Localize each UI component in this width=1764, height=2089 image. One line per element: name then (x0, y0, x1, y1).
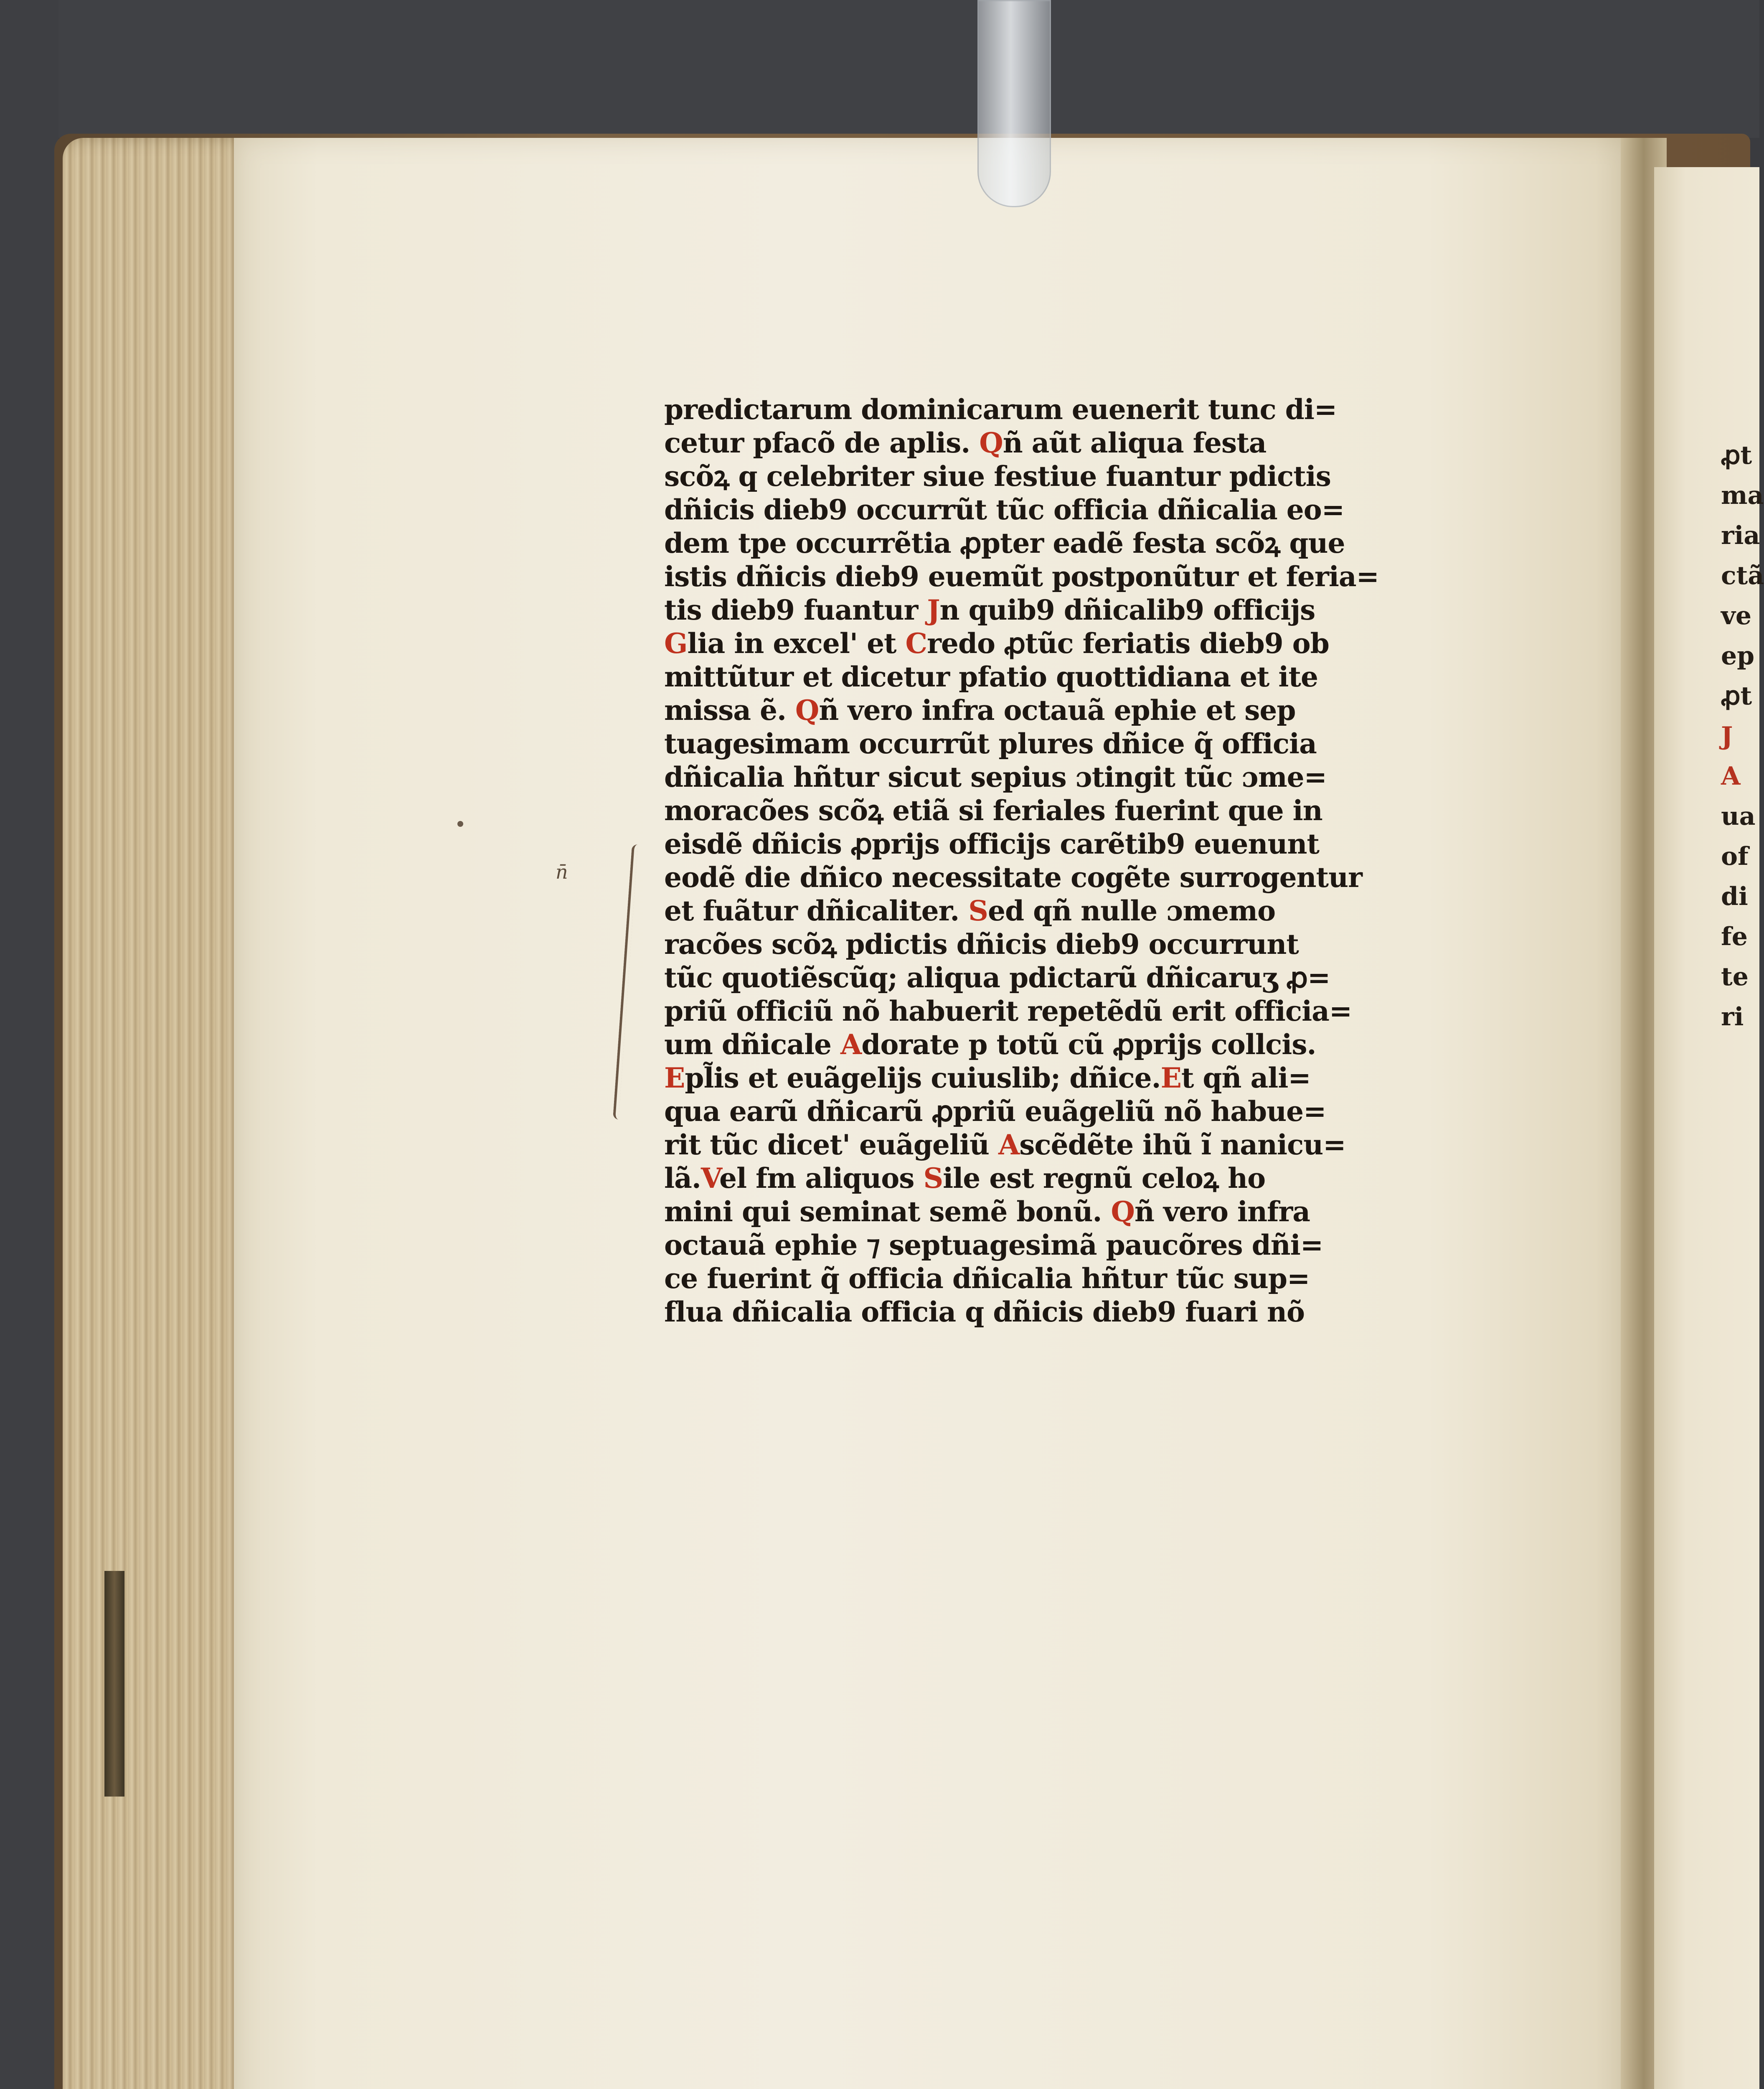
text-segment: cetur pfacõ de aplis. (664, 427, 980, 459)
text-line (664, 1295, 1479, 1329)
facing-page-fragment: ꝓt (1721, 441, 1752, 470)
text-segment: eodẽ die dñico necessitate cogẽte surrogentur (664, 861, 1362, 894)
text-segment: tuagesimam occurrũt plures dñice q̃ officia (664, 727, 1317, 760)
text-segment: scẽdẽte ihũ ĩ nanicu= (1019, 1128, 1346, 1161)
text-segment: ed qñ nulle ɔmemo (987, 895, 1276, 927)
text-segment: tũc quotiẽscũq; aliqua pdictarũ dñicaruʒ ꝓ= (664, 961, 1330, 994)
text-line (664, 994, 1479, 1028)
text-line (664, 460, 1479, 493)
facing-page-fragment: ri (1721, 1002, 1744, 1032)
facing-page-fragment: J (1721, 722, 1733, 751)
text-line (664, 1161, 1479, 1195)
rubricated-initial: E (1160, 1062, 1181, 1094)
text-line (664, 526, 1479, 560)
text-segment: dem tpe occurrẽtia ꝓpter eadẽ festa scõꝝ que (664, 527, 1345, 559)
text-line (664, 426, 1479, 460)
rubricated-initial: Q (979, 427, 1003, 459)
text-line (664, 1028, 1479, 1061)
background-left (0, 0, 58, 2089)
rubricated-initial: Q (795, 694, 819, 727)
marginal-note: n̄ (556, 861, 568, 883)
facing-page-fragment: ma (1721, 481, 1764, 510)
text-segment: et fuãtur dñicaliter. (664, 895, 969, 927)
page-clip-top (977, 0, 1051, 207)
text-segment: el fm aliquos (719, 1162, 924, 1194)
text-segment: qua earũ dñicarũ ꝓpriũ euãgeliũ nõ habue= (664, 1095, 1326, 1128)
text-line (664, 560, 1479, 593)
rubricated-initial: C (905, 627, 927, 660)
rubricated-initial: V (701, 1162, 719, 1194)
text-segment: tis dieb9 fuantur (664, 594, 927, 626)
rubricated-initial: S (923, 1162, 943, 1194)
text-line (664, 593, 1479, 627)
rubricated-initial: G (664, 627, 688, 660)
text-line (664, 1061, 1479, 1095)
text-line (664, 493, 1479, 526)
text-segment: dñicalia hñtur sicut sepius ɔtingit tũc ɔme= (664, 761, 1327, 793)
text-segment: ñ aũt aliqua festa (1003, 427, 1267, 459)
rubricated-initial: A (998, 1128, 1020, 1161)
text-segment: um dñicale (664, 1028, 840, 1061)
rubricated-initial: E (664, 1062, 685, 1094)
text-line (664, 694, 1479, 727)
rubricated-initial: Q (1111, 1195, 1135, 1228)
text-segment: racões scõꝝ pdictis dñicis dieb9 occurrunt (664, 928, 1299, 961)
text-segment: priũ officiũ nõ habuerit repetẽdũ erit officia= (664, 995, 1352, 1027)
text-line (664, 794, 1479, 827)
ink-dot (457, 821, 463, 827)
facing-page-fragment: ua (1721, 802, 1756, 831)
text-line (664, 1095, 1479, 1128)
facing-page-fragment: ria (1721, 521, 1760, 550)
facing-page-fragment: di (1721, 882, 1748, 911)
text-line (664, 393, 1479, 426)
rubricated-initial: J (927, 594, 940, 626)
text-line (664, 760, 1479, 794)
text-segment: lia in excel' et (687, 627, 906, 660)
text-segment: n quib9 dñicalib9 officijs (939, 594, 1315, 626)
text-segment: ce fuerint q̃ officia dñicalia hñtur tũc sup= (664, 1262, 1310, 1295)
text-line (664, 928, 1479, 961)
rubricated-initial: S (968, 895, 988, 927)
text-segment: missa ẽ. (664, 694, 795, 727)
text-segment: mini qui seminat semẽ bonũ. (664, 1195, 1111, 1228)
text-line (664, 1128, 1479, 1161)
text-segment: ñ vero infra (1134, 1195, 1310, 1228)
text-segment: dñicis dieb9 occurrũt tũc officia dñicalia eo= (664, 493, 1345, 526)
text-segment: predictarum dominicarum euenerit tunc di= (664, 393, 1337, 426)
text-line (664, 627, 1479, 660)
text-segment: octauã ephie ⁊ septuagesimã paucõres dñi= (664, 1229, 1323, 1261)
rubricated-initial: A (840, 1028, 862, 1061)
facing-page-fragment: fe (1721, 922, 1748, 951)
text-line (664, 894, 1479, 928)
binding-tie (104, 1571, 124, 1797)
text-line (664, 961, 1479, 994)
text-segment: eisdẽ dñicis ꝓprijs officijs carẽtib9 euenunt (664, 828, 1319, 860)
page-fore-edge (63, 138, 251, 2089)
facing-page-fragment: ꝓt (1721, 681, 1752, 711)
facing-page-fragment: A (1721, 762, 1741, 791)
text-line (664, 1228, 1479, 1262)
text-segment: lã. (664, 1162, 701, 1194)
text-segment: rit tũc dicet' euãgeliũ (664, 1128, 999, 1161)
text-line (664, 1262, 1479, 1295)
text-line (664, 861, 1479, 894)
facing-page-fragment: of (1721, 842, 1749, 871)
text-line (664, 660, 1479, 694)
facing-page-fragment: ep (1721, 641, 1755, 671)
background-top (0, 0, 1759, 138)
text-segment: istis dñicis dieb9 euemũt postponũtur et feria= (664, 560, 1379, 593)
text-segment: ile est regnũ celoꝝ ho (943, 1162, 1266, 1194)
facing-page-fragment: te (1721, 962, 1749, 991)
text-line (664, 727, 1479, 760)
facing-page-fragment: ctã (1721, 561, 1764, 590)
text-segment: scõꝝ q celebriter siue festiue fuantur pdictis (664, 460, 1331, 493)
text-segment: moracões scõꝝ etiã si feriales fuerint que in (664, 794, 1322, 827)
text-segment: redo ꝓtũc feriatis dieb9 ob (927, 627, 1329, 660)
text-segment: dorate p totũ cũ ꝓprijs collcis. (861, 1028, 1316, 1061)
text-line (664, 1195, 1479, 1228)
text-segment: pl̃is et euãgelijs cuiuslib; dñice. (685, 1062, 1161, 1094)
text-segment: ñ vero infra octauã ephie et sep (819, 694, 1296, 727)
text-line (664, 827, 1479, 861)
text-segment: flua dñicalia officia q dñicis dieb9 fuari nõ (664, 1296, 1305, 1328)
text-segment: mittũtur et dicetur pfatio quottidiana et ite (664, 661, 1318, 693)
text-segment: t qñ ali= (1181, 1062, 1311, 1094)
text-block (664, 393, 1479, 1362)
facing-page-fragment: ve (1721, 601, 1752, 630)
